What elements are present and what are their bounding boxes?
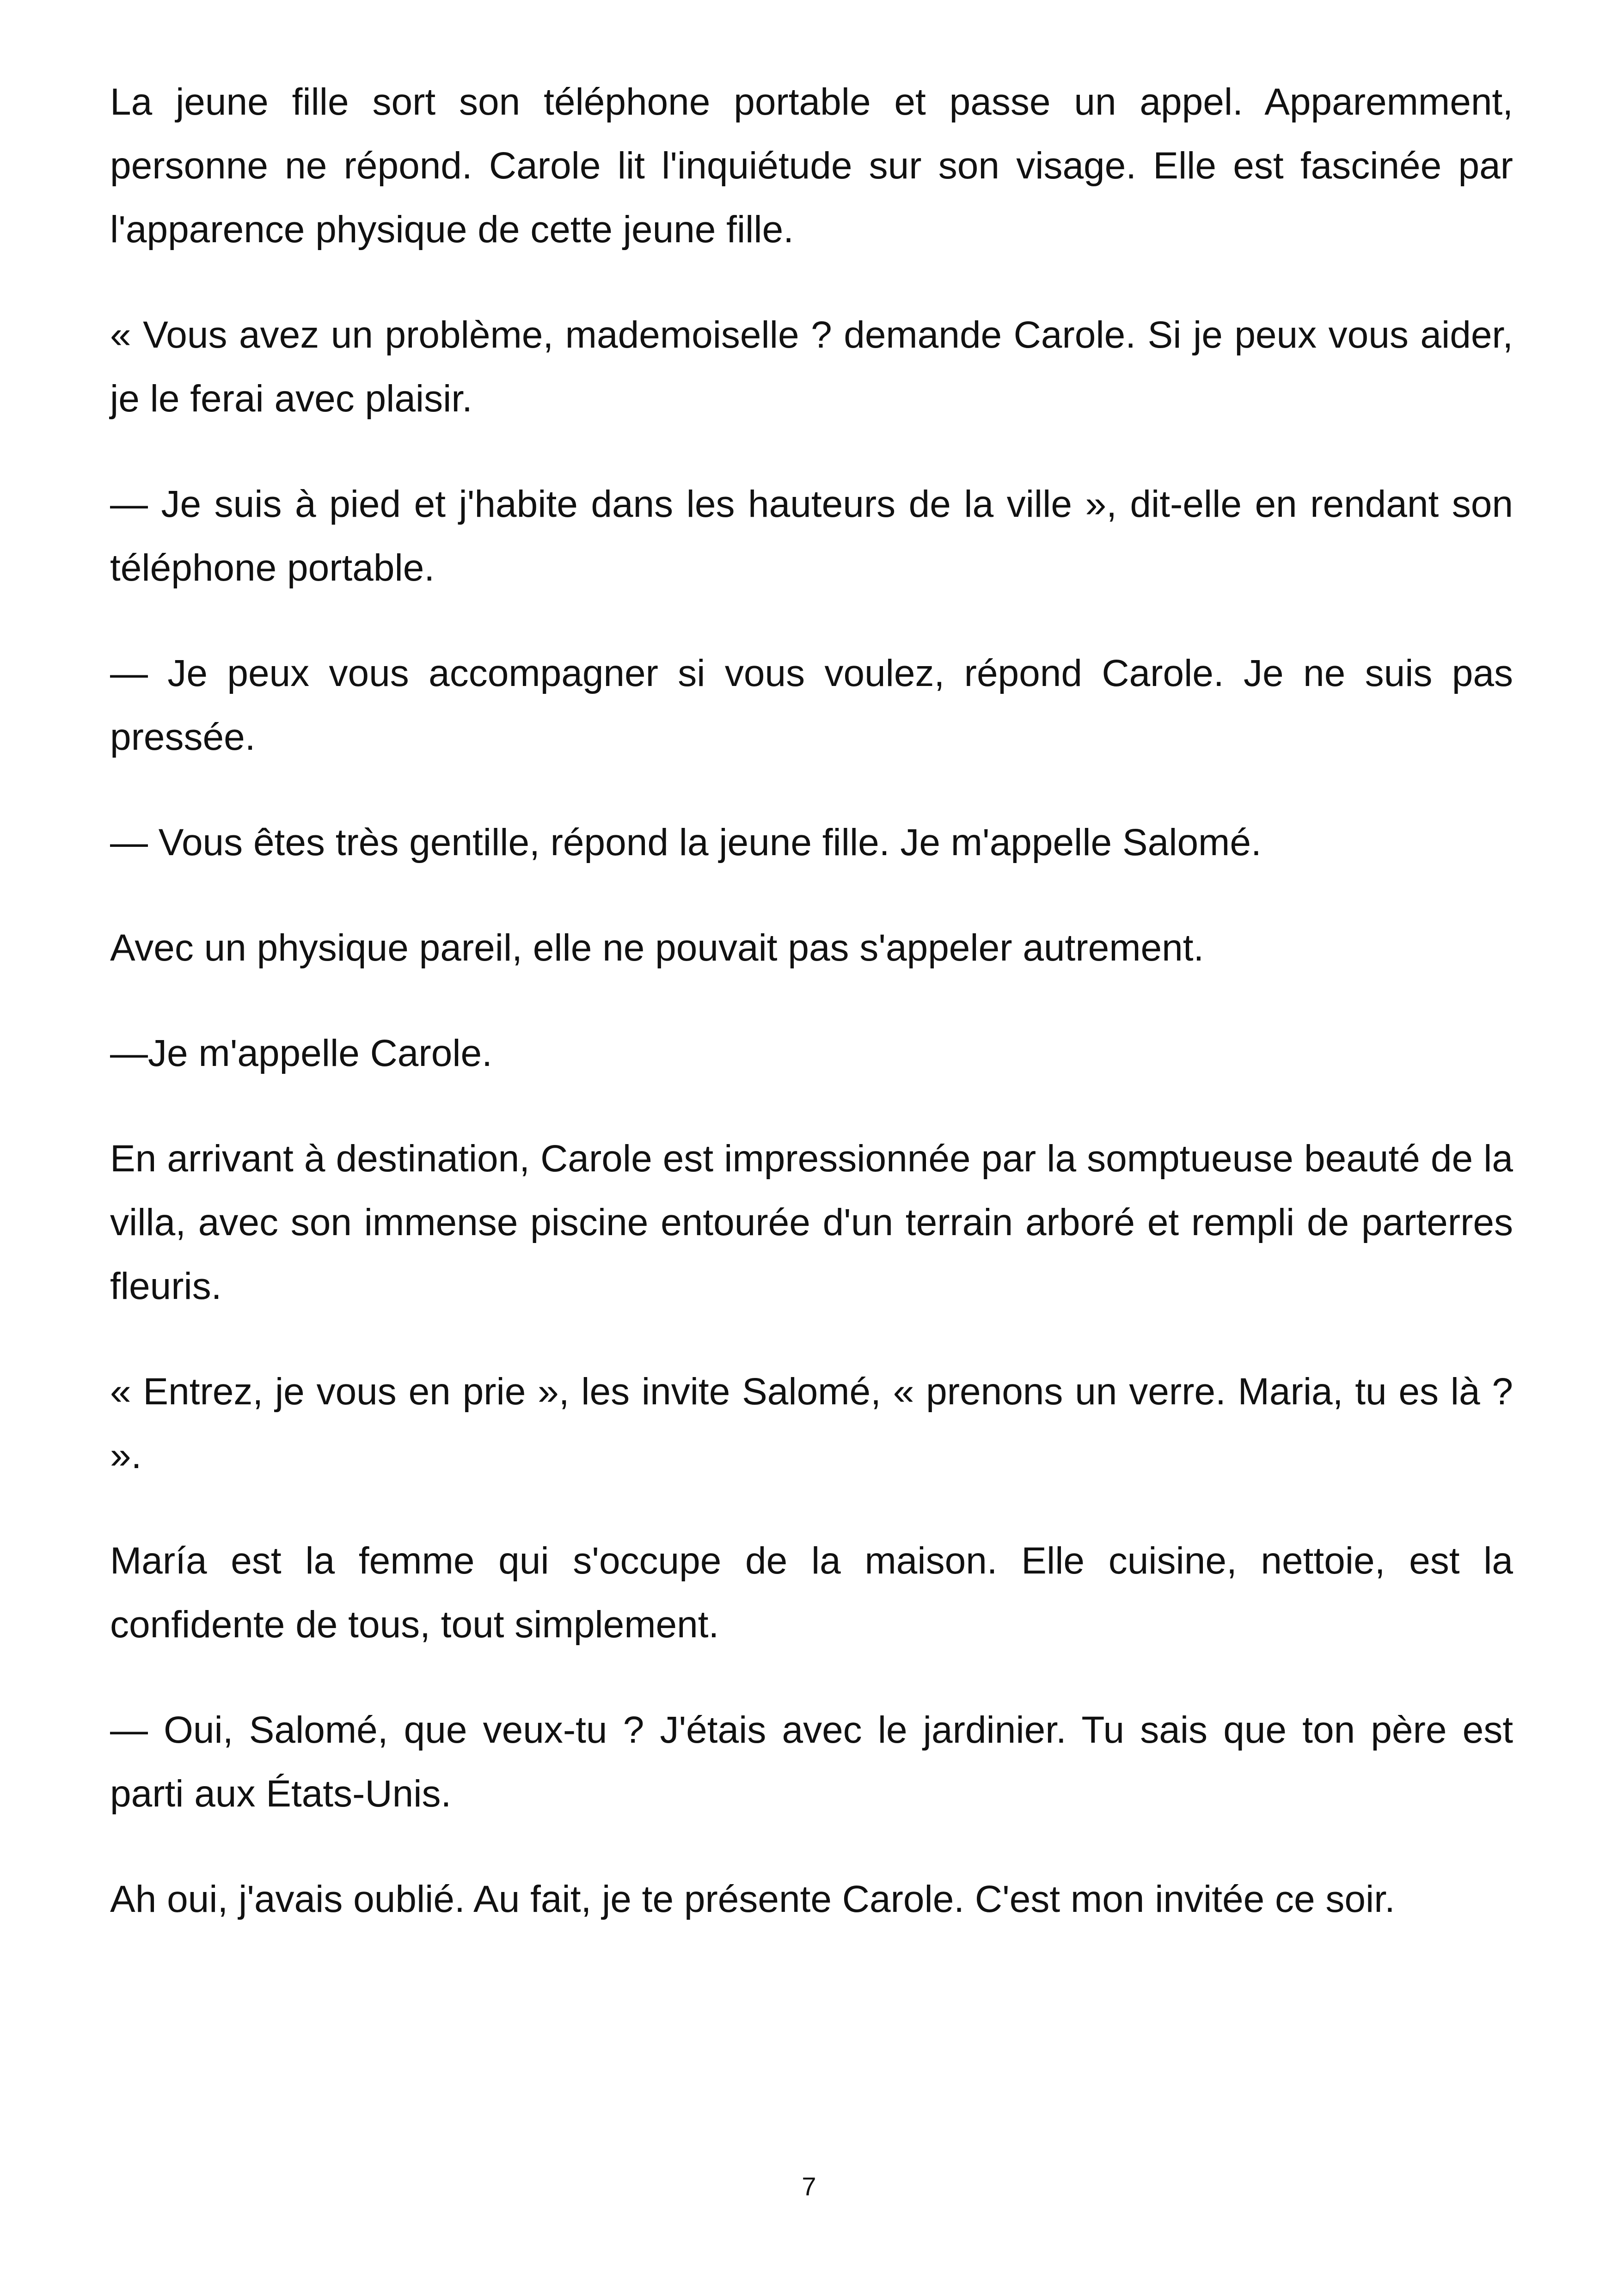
paragraph: « Vous avez un problème, mademoiselle ? demande Carole. Si je peux vous aider, je le ferai avec plaisir. <box>110 314 1513 420</box>
page-number: 7 <box>802 2172 816 2201</box>
paragraph: En arrivant à destination, Carole est impressionnée par la somptueuse beauté de la villa, avec son immense piscine entourée d'un terrain arboré et rempli de parterres fleuris. <box>110 1138 1513 1307</box>
paragraph: — Je peux vous accompagner si vous voulez, répond Carole. Je ne suis pas pressée. <box>110 652 1513 758</box>
paragraph: — Oui, Salomé, que veux-tu ? J'étais avec le jardinier. Tu sais que ton père est parti aux États-Unis. <box>110 1709 1513 1815</box>
paragraph: La jeune fille sort son téléphone portable et passe un appel. Apparemment, personne ne répond. Carole lit l'inquiétude sur son visage. Elle est fascinée par l'apparence physique de cette jeune fille. <box>110 81 1513 251</box>
paragraph: Ah oui, j'avais oublié. Au fait, je te présente Carole. C'est mon invitée ce soir. <box>110 1878 1395 1920</box>
paragraph: María est la femme qui s'occupe de la maison. Elle cuisine, nettoie, est la confidente de tous, tout simplement. <box>110 1540 1513 1646</box>
paragraph: — Vous êtes très gentille, répond la jeune fille. Je m'appelle Salomé. <box>110 821 1262 863</box>
paragraph: — Je suis à pied et j'habite dans les hauteurs de la ville », dit-elle en rendant son téléphone portable. <box>110 483 1513 589</box>
paragraph: « Entrez, je vous en prie », les invite Salomé, « prenons un verre. Maria, tu es là ? ». <box>110 1371 1513 1476</box>
paragraph: —Je m'appelle Carole. <box>110 1032 492 1074</box>
body-text <box>110 70 1513 1973</box>
paragraph: Avec un physique pareil, elle ne pouvait pas s'appeler autrement. <box>110 927 1204 969</box>
